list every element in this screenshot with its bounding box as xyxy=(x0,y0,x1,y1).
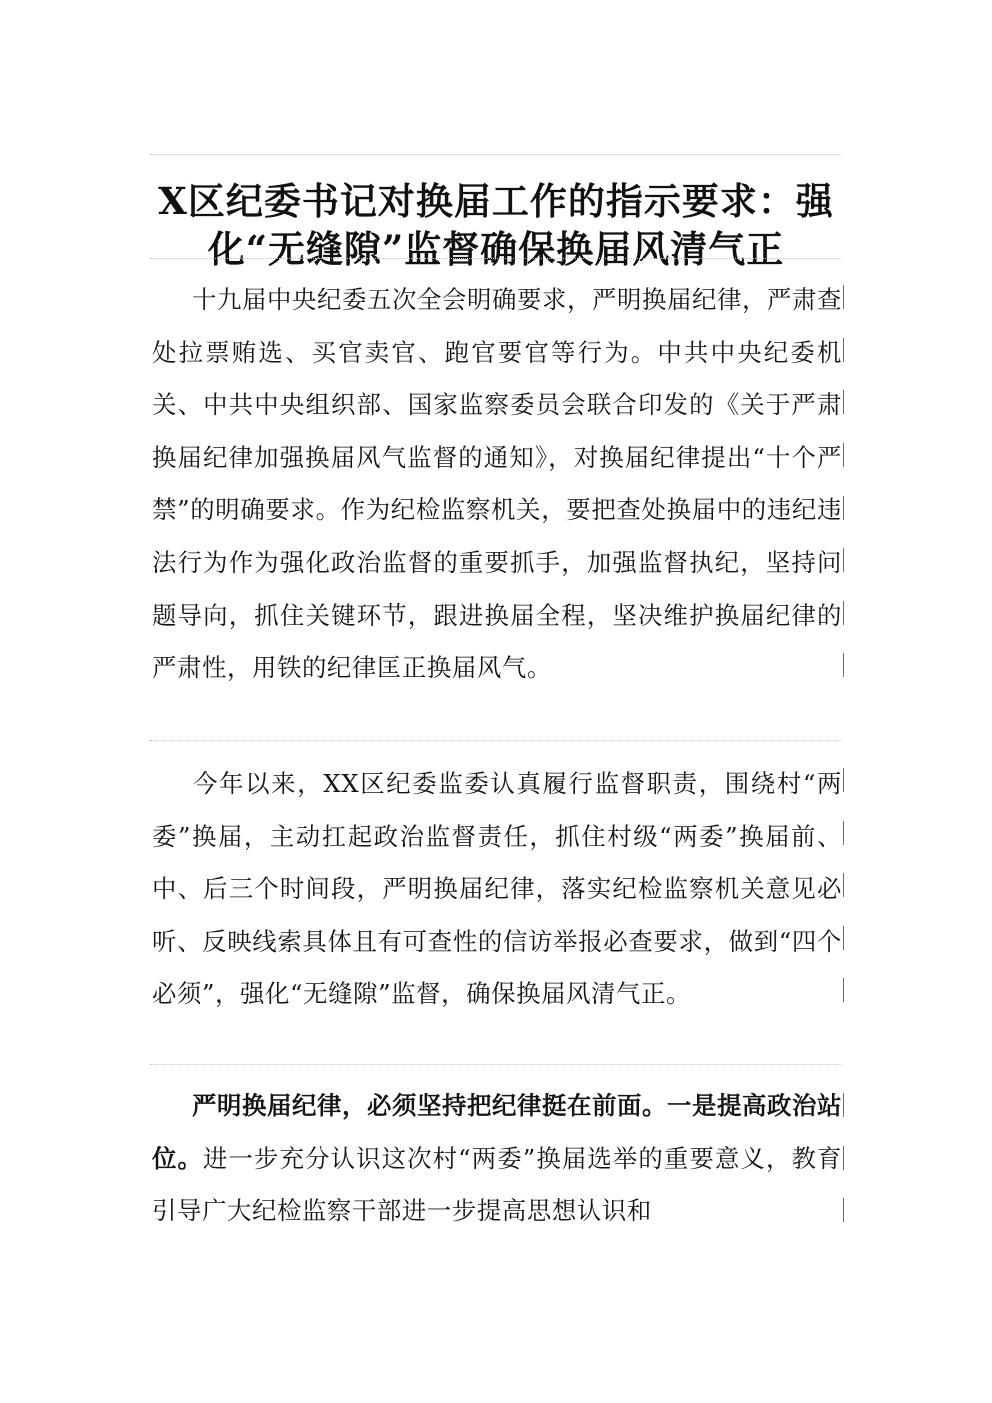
margin-marker xyxy=(843,601,844,625)
margin-marker xyxy=(843,768,844,792)
margin-marker xyxy=(843,1198,844,1222)
margin-marker xyxy=(843,1146,844,1170)
margin-marker xyxy=(843,978,844,1002)
margin-marker xyxy=(843,285,844,309)
margin-marker xyxy=(843,390,844,414)
margin-marker xyxy=(843,926,844,950)
paragraph-2 xyxy=(152,758,842,1021)
paragraph-3 xyxy=(152,1080,842,1238)
separator-line xyxy=(150,740,842,741)
paragraph-bold-lead: 严明换届纪律，必须坚持把纪律挺在前面。一是提高政治站位。 xyxy=(152,1091,842,1173)
separator-line xyxy=(150,154,842,155)
margin-marker xyxy=(843,443,844,467)
margin-marker xyxy=(843,1093,844,1117)
paragraph-text: 进一步充分认识这次村“两委”换届选举的重要意义，教育引导广大纪检监察干部进一步提高思想认识和 xyxy=(152,1143,842,1226)
separator-line xyxy=(150,1064,842,1065)
paragraph-1 xyxy=(152,274,842,695)
margin-marker xyxy=(843,821,844,845)
margin-marker xyxy=(843,338,844,362)
margin-marker xyxy=(843,496,844,520)
margin-marker xyxy=(843,548,844,572)
document-title: X区纪委书记对换届工作的指示要求：强化“无缝隙”监督确保换届风清气正 xyxy=(158,178,834,271)
separator-line xyxy=(150,258,842,259)
margin-marker xyxy=(843,873,844,897)
paragraph-text: 今年以来，XX区纪委监委认真履行监督职责，围绕村“两委”换届，主动扛起政治监督责任，抓住村级“两委”换届前、中、后三个时间段，严明换届纪律，落实纪检监察机关意见必听、反映线索具体且有可查性的信访举报必查要求，做到“四个必须”，强化“无缝隙”监督，确保换届风清气正。 xyxy=(152,769,842,1009)
margin-marker xyxy=(843,653,844,677)
paragraph-text: 十九届中央纪委五次全会明确要求，严明换届纪律，严肃查处拉票贿选、买官卖官、跑官要官等行为。中共中央纪委机关、中共中央组织部、国家监察委员会联合印发的《关于严肃换届纪律加强换届风气监督的通知》，对换届纪律提出“十个严禁”的明确要求。作为纪检监察机关，要把查处换届中的违纪违法行为作为强化政治监督的重要抓手，加强监督执纪，坚持问题导向，抓住关键环节，跟进换届全程，坚决维护换届纪律的严肃性，用铁的纪律匡正换届风气。 xyxy=(152,285,842,683)
